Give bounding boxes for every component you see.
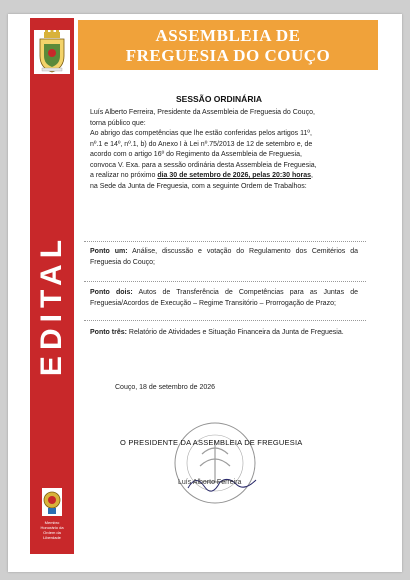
point-text: Autos de Transferência de Competências para as Juntas de Freguesia/Acordos de Execução – Regime Transitório – Prorrogação de Prazo;	[90, 289, 358, 307]
point-text: Análise, discussão e votação do Regulamento dos Cemitérios da Freguesia do Couço;	[90, 248, 358, 266]
bottom-note-line: Liberdade	[43, 535, 61, 540]
signatory-title: O PRESIDENTE DA ASSEMBLEIA DE FREGUESIA	[120, 438, 303, 447]
agenda-point-2	[90, 288, 358, 309]
point-label: Ponto dois:	[90, 289, 133, 296]
intro-line: torna público que:	[90, 119, 146, 127]
agenda-point-1	[90, 247, 358, 268]
banner-title-line1: ASSEMBLEIA DE	[155, 26, 301, 45]
intro-line: nº.1 e 14º, nº.1, b) do Anexo I à Lei nº.75/2013 de 12 de setembro e, de	[90, 140, 313, 148]
document-title: SESSÃO ORDINÁRIA	[176, 94, 262, 104]
bottom-note-line: Ordem da	[43, 530, 61, 535]
session-line	[90, 171, 358, 182]
divider	[84, 241, 366, 242]
point-label: Ponto um:	[90, 248, 128, 255]
header-banner	[78, 20, 378, 70]
point-label: Ponto três:	[90, 329, 127, 336]
coat-of-arms-icon	[34, 30, 70, 74]
divider	[84, 320, 366, 321]
intro-line: Ao abrigo das competências que lhe estão conferidas pelos artigos 11º,	[90, 130, 312, 137]
bottom-note-line: Membro	[44, 520, 60, 525]
point-text: Relatório de Atividades e Situação Financeira da Junta de Freguesia.	[126, 329, 344, 336]
signatory-name: Luís Alberto Ferreira	[178, 479, 242, 486]
agenda-point-3	[90, 328, 358, 339]
session-prefix: a realizar no próximo	[90, 172, 158, 179]
bottom-note-line: Honorário da	[40, 525, 64, 530]
place-date: Couço, 18 de setembro de 2026	[115, 384, 216, 391]
banner-title-line2: FREGUESIA DO COUÇO	[125, 46, 331, 65]
liberty-order-emblem-icon	[36, 488, 68, 516]
intro-paragraph	[90, 108, 358, 192]
intro-line: acordo com o artigo 16º do Regimento da Assembleia de Freguesia,	[90, 151, 302, 158]
intro-line: convoca V. Exa. para a sessão ordinária desta Assembleia de Freguesia,	[90, 161, 317, 169]
venue-line: na Sede da Junta de Freguesia, com a seguinte Ordem de Trabalhos:	[90, 182, 307, 190]
edital-text: EDITAL	[35, 233, 68, 377]
session-suffix: ,	[311, 172, 313, 179]
divider	[84, 281, 366, 282]
session-date: dia 30 de setembro de 2026, pelas 20:30 horas	[157, 172, 312, 179]
intro-line: Luís Alberto Ferreira, Presidente da Assembleia de Freguesia do Couço,	[90, 109, 315, 116]
bottom-note	[32, 520, 72, 540]
edital-vertical-label	[36, 140, 68, 470]
